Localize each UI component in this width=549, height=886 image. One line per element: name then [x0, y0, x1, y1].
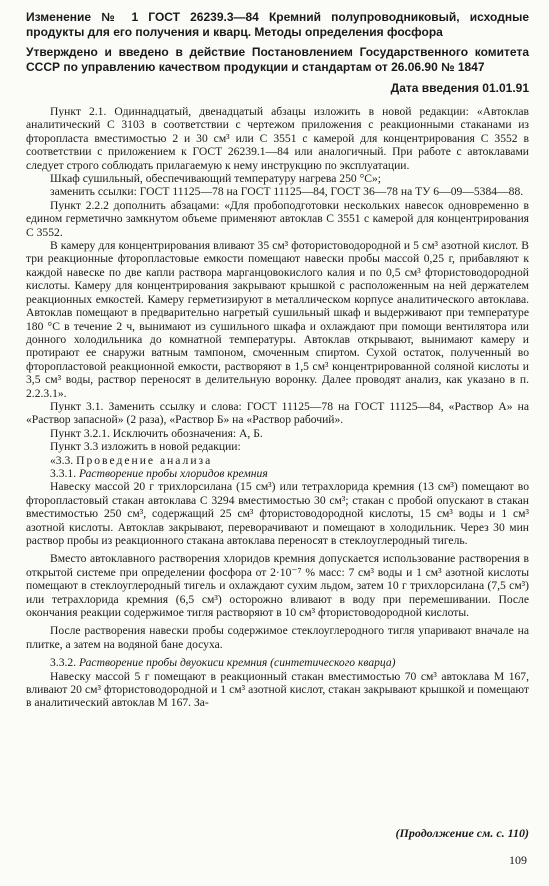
paragraph: Пункт 3.1. Заменить ссылку и слова: ГОСТ 11125—78 на ГОСТ 11125—84, «Раствор А» на «Раствор запасной» (2 раза), «Раствор Б» на «Раствор рабочий».: [26, 399, 529, 427]
paragraph: Вместо автоклавного растворения хлоридов кремния допускается использование растворения в открытой системе при определении фосфора от 2·10⁻⁷ % масс: 7 см³ воды и 1 см³ азотной кислоты помещают в стеклоуглеродный тигель и охлаждают сухим льдом, затем 10 г трихлорсилана (7,5 см³) или тетрахлорида кремния (6,5 см³) осторожно вливают в воду при перемешивании. После окончания реакции содержимое тигля растворяют в 10 см³ фтористоводородной кислоты.: [26, 552, 529, 620]
paragraph: Шкаф сушильный, обеспечивающий температуру нагрева 250 °С»;: [50, 172, 381, 186]
change-title: Изменение № 1 ГОСТ 26239.3—84 Кремний полупроводниковый, исходные продукты для его получения и кварц. Методы определения фосфора: [26, 10, 529, 39]
effective-date: Дата введения 01.01.91: [390, 81, 529, 95]
section-title: Проведение анализа: [76, 453, 213, 467]
subsection-title: Растворение пробы двуокиси кремния (синтетического кварца): [78, 656, 396, 670]
paragraph: заменить ссылки: ГОСТ 11125—78 на ГОСТ 11125—84, ГОСТ 36—78 на ТУ 6—09—5384—88.: [50, 185, 524, 199]
approval-statement: Утверждено и введено в действие Постановлением Государственного комитета СССР по управлению качеством продукции и стандартам от 26.06.90 № 1847: [26, 45, 529, 74]
paragraph: В камеру для концентрирования вливают 35 см³ фотористоводородной и 5 см³ азотной кислот. В три реакционные фторопластовые емкости помещают навески пробы массой 0,25 г, прибавляют к каждой навеске по две капли раствора марганцовокислого калия и по 0,5 см³ фтористоводородной кислоты. Камеру для концентрирования закрывают крышкой с расположенным на ней держателем реакционных емкостей. Камеру герметизируют в металлическом корпусе аналитического автоклава. Автоклав помещают в предварительно нагретый сушильный шкаф и выдерживают при температуре 180 °С в течение 2 ч, вынимают из сушильного шкафа и охлаждают при помощи вентилятора или донного холодильника до комнатной температуры. Автоклав открывают, вынимают камеру и протирают ее снаружи ватным тампоном, смоченным спиртом. Сухой остаток, полученный во фторопластовой реакционной емкости, растворяют в 1,5 см³ концентрированной соляной кислоты и 3,5 см³ воды, раствор переносят в делительную воронку. Далее проводят анализ, как указано в п. 2.2.3.1».: [26, 239, 529, 400]
paragraph: Пункт 3.2.1. Исключить обозначения: А, Б.: [50, 426, 263, 440]
document-body: [26, 105, 529, 710]
section-heading: [26, 454, 529, 467]
continuation-note: (Продолжение см. с. 110): [395, 826, 529, 840]
paragraph: Пункт 2.2.2 дополнить абзацами: «Для пробоподготовки нескольких навесок одновременно в едином герметично замкнутом объеме применяют автоклав С 3551 с камерой для концентрирования С 3552.: [26, 198, 529, 239]
paragraph: Навеску массой 20 г трихлорсилана (15 см³) или тетрахлорида кремния (13 см³) помещают во фторопластовый стакан автоклава С 3294 вместимостью 30 см³; стакан с пробой опускают в стакан вместимостью 250 см³, содержащий 25 см³ фтористоводородной кислоты, 15 см³ воды и 1 см³ азотной кислоты. Автоклав закрывают, переворачивают и помещают в холодильник. Через 30 мин раствор пробы из реакционного стакана автоклава переносят в стеклоуглеродный тигель.: [26, 480, 529, 547]
paragraph: Пункт 3.3 изложить в новой редакции:: [50, 440, 241, 454]
section-prefix: «3.3.: [50, 453, 77, 467]
subsection-number: 3.3.1.: [50, 466, 79, 480]
paragraph: После растворения навески пробы содержимое стеклоуглеродного тигля упаривают вначале на плитке, а затем на водяной бане досуха.: [26, 624, 529, 651]
page-number: 109: [509, 853, 527, 867]
subsection-title: Растворение пробы хлоридов кремния: [78, 466, 268, 480]
subsection-heading: [26, 467, 529, 480]
paragraph: Навеску массой 5 г помещают в реакционный стакан вместимостью 70 см³ автоклава М 167, вливают 20 см³ фтористоводородной и 1 см³ азотной кислот, стакан закрывают крышкой и помещают в аналитический автоклав М 167. За-: [26, 669, 529, 710]
subsection-number: 3.3.2.: [50, 656, 79, 670]
subsection-heading: [26, 656, 529, 669]
paragraph: Пункт 2.1. Одиннадцатый, двенадцатый абзацы изложить в новой редакции: «Автоклав аналитический С 3103 в соответствии с чертежом приложения с реакционными стаканами из фторопласта вместимостью 2 и 30 см³ или С 3551 с камерой для концентрирования С 3552 в соответствии с приложением к ГОСТ 26239.1—84 или аналогичный. При работе с автоклавами следует строго соблюдать прилагаемую к нему инструкцию по эксплуатации.: [26, 105, 529, 172]
